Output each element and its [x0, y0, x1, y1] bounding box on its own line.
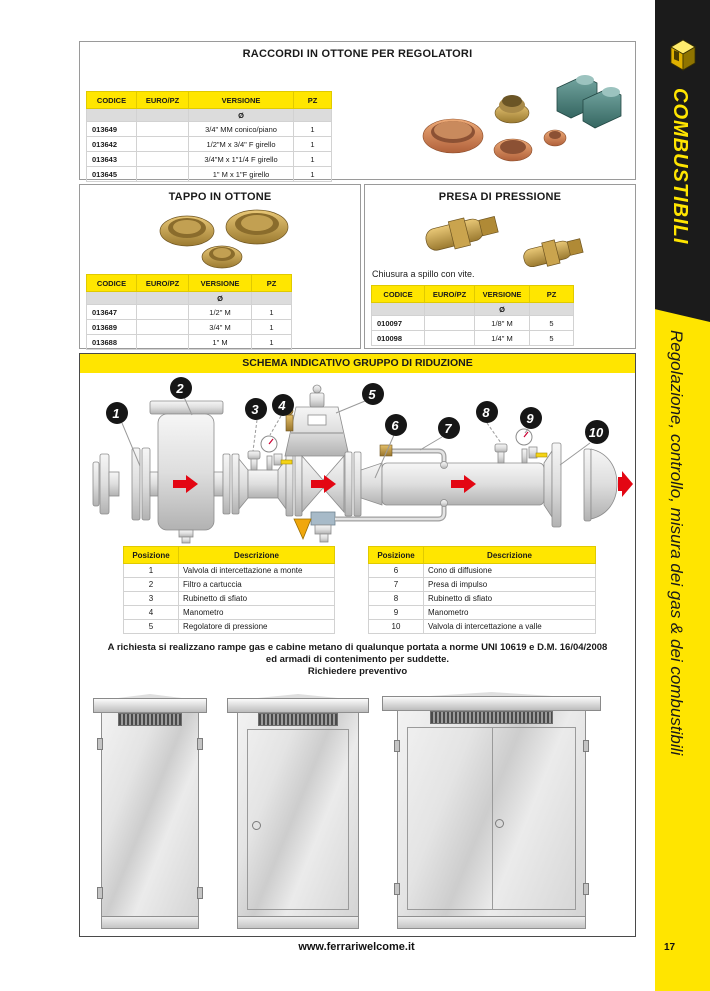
- hinge: [197, 738, 203, 750]
- posizione-header: Posizione: [124, 547, 179, 564]
- codice-cell: 013645: [87, 167, 137, 182]
- euro-cell: [137, 122, 189, 137]
- euro-cell: [137, 167, 189, 182]
- callout-3: 3: [251, 402, 259, 417]
- legend-row: 5 Regolatore di pressione: [124, 620, 335, 634]
- legend-row: 9 Manometro: [369, 606, 596, 620]
- door-seam: [492, 727, 493, 910]
- footer-website-url: www.ferrariwelcome.it: [298, 941, 415, 953]
- diameter-row: [372, 303, 574, 316]
- diameter-row: [87, 292, 292, 305]
- versione-cell: 1" M: [189, 335, 252, 350]
- pz-cell: 1: [252, 305, 292, 320]
- cabinet-roof: [382, 696, 601, 711]
- callout-5: 5: [368, 387, 376, 402]
- table-header-row: [87, 275, 292, 292]
- descrizione-header: Descrizione: [179, 547, 335, 564]
- section-title: RACCORDI IN OTTONE PER REGOLATORI: [242, 48, 473, 60]
- legend-table-left: [123, 546, 335, 634]
- section-title: TAPPO IN OTTONE: [168, 191, 272, 203]
- diameter-row: [87, 109, 332, 122]
- sidebar-tagline: Regolazione, controllo, misura dei gas & dei combustibili: [667, 330, 686, 756]
- raccordi-table: [86, 91, 332, 182]
- raccordi-product-photo: [415, 58, 625, 173]
- callout-10: 10: [588, 425, 604, 440]
- posizione-header: Posizione: [369, 547, 424, 564]
- door-lock: [252, 821, 261, 830]
- versione-header: VERSIONE: [189, 92, 294, 109]
- cabinet-base: [101, 916, 199, 929]
- pz-cell: 1: [294, 122, 332, 137]
- note-line: ed armadi di contenimento per suddette.: [265, 654, 450, 665]
- hinge: [583, 883, 589, 895]
- table-row: [87, 305, 292, 320]
- hinge: [197, 887, 203, 899]
- pz-cell: 1: [294, 152, 332, 167]
- note-line: A richiesta si realizzano rampe gas e cabine metano di qualunque portata a norme UNI 10619 e D.M. 16/04/2008: [107, 642, 608, 653]
- callout-1: 1: [112, 406, 120, 421]
- table-row: [87, 320, 292, 335]
- door-lock: [495, 819, 504, 828]
- custom-order-note: [80, 642, 635, 678]
- diameter-symbol: Ø: [189, 292, 252, 305]
- legend-row: 3 Rubinetto di sfiato: [124, 592, 335, 606]
- table-row: [372, 331, 574, 346]
- hinge: [97, 887, 103, 899]
- legend-row: 10 Valvola di intercettazione a valle: [369, 620, 596, 634]
- versione-cell: 1/8" M: [475, 316, 530, 331]
- cabinet-body: [237, 712, 359, 919]
- legend-header-row: [369, 547, 596, 564]
- euro-cell: [137, 335, 189, 350]
- section-tappo: [79, 184, 361, 349]
- containment-cabinet-single-door: [227, 694, 369, 929]
- versione-cell: 1" M x 1"F girello: [189, 167, 294, 182]
- euro-header: EURO/PZ: [425, 286, 475, 303]
- cabinet-base: [237, 916, 359, 929]
- hinge: [394, 883, 400, 895]
- section-schema: [79, 353, 636, 937]
- schema-title: SCHEMA INDICATIVO GRUPPO DI RIDUZIONE: [80, 354, 635, 373]
- section-presa: [364, 184, 636, 349]
- presa-table: [371, 285, 574, 346]
- pz-cell: 1: [294, 167, 332, 182]
- presa-product-photo: [395, 205, 610, 267]
- callout-6: 6: [391, 418, 399, 433]
- versione-cell: 3/4"M x 1"1/4 F girello: [189, 152, 294, 167]
- legend-table-right: [368, 546, 596, 634]
- euro-cell: [137, 320, 189, 335]
- euro-header: EURO/PZ: [137, 275, 189, 292]
- cabinet-body: [397, 710, 585, 919]
- codice-cell: 013688: [87, 335, 137, 350]
- table-row: [87, 122, 332, 137]
- pz-cell: 1: [252, 320, 292, 335]
- euro-cell: [425, 331, 475, 346]
- diameter-symbol: Ø: [189, 109, 294, 122]
- codice-cell: 013647: [87, 305, 137, 320]
- section-raccordi: [79, 41, 636, 180]
- pz-cell: 5: [530, 316, 574, 331]
- diameter-symbol: Ø: [475, 303, 530, 316]
- sidebar-category-label: COMBUSTIBILI: [669, 88, 691, 245]
- legend-row: 6 Cono di diffusione: [369, 564, 596, 578]
- callout-2: 2: [176, 381, 184, 396]
- table-row: [372, 316, 574, 331]
- versione-cell: 1/4" M: [475, 331, 530, 346]
- versione-header: VERSIONE: [475, 286, 530, 303]
- codice-cell: 013643: [87, 152, 137, 167]
- pz-header: PZ: [530, 286, 574, 303]
- codice-cell: 010097: [372, 316, 425, 331]
- pz-header: PZ: [252, 275, 292, 292]
- section-title: PRESA DI PRESSIONE: [438, 191, 562, 203]
- cabinet-vent-grille: [430, 711, 553, 724]
- callout-7: 7: [444, 421, 452, 436]
- table-header-row: [372, 286, 574, 303]
- codice-cell: 013649: [87, 122, 137, 137]
- containment-cabinet-double-door: [382, 692, 601, 929]
- callout-9: 9: [526, 411, 534, 426]
- versione-cell: 3/4" M: [189, 320, 252, 335]
- legend-header-row: [124, 547, 335, 564]
- hinge: [394, 740, 400, 752]
- codice-header: CODICE: [372, 286, 425, 303]
- legend-row: 8 Rubinetto di sfiato: [369, 592, 596, 606]
- legend-row: 7 Presa di impulso: [369, 578, 596, 592]
- cabinet-roof: [93, 698, 207, 713]
- page-number: 17: [664, 942, 676, 953]
- table-row: [87, 137, 332, 152]
- euro-cell: [425, 316, 475, 331]
- hinge: [583, 740, 589, 752]
- cabinet-base: [397, 916, 585, 929]
- legend-row: 4 Manometro: [124, 606, 335, 620]
- pz-cell: 1: [294, 137, 332, 152]
- cabinet-vent-grille: [118, 713, 182, 726]
- table-row: [87, 152, 332, 167]
- presa-note: Chiusura a spillo con vite.: [372, 269, 475, 279]
- codice-cell: 013689: [87, 320, 137, 335]
- versione-header: VERSIONE: [189, 275, 252, 292]
- table-header-row: [87, 92, 332, 109]
- containment-cabinet-small: [93, 694, 207, 929]
- callout-8: 8: [482, 405, 490, 420]
- pz-cell: 1: [252, 335, 292, 350]
- table-row: [87, 335, 292, 350]
- cabinet-vent-grille: [258, 713, 338, 726]
- cabinet-body: [101, 712, 199, 919]
- cabinet-roof: [227, 698, 369, 713]
- legend-row: 2 Filtro a cartuccia: [124, 578, 335, 592]
- versione-cell: 1/2" M: [189, 305, 252, 320]
- euro-cell: [137, 305, 189, 320]
- tappo-product-photo: [125, 205, 315, 271]
- euro-cell: [137, 137, 189, 152]
- table-row: [87, 167, 332, 182]
- legend-row: 1 Valvola di intercettazione a monte: [124, 564, 335, 578]
- codice-header: CODICE: [87, 275, 137, 292]
- versione-cell: 1/2"M x 3/4" F girello: [189, 137, 294, 152]
- descrizione-header: Descrizione: [424, 547, 596, 564]
- hinge: [97, 738, 103, 750]
- cabinet-door: [247, 729, 349, 910]
- callout-4: 4: [278, 398, 286, 413]
- note-line: Richiedere preventivo: [307, 666, 408, 677]
- euro-cell: [137, 152, 189, 167]
- codice-cell: 010098: [372, 331, 425, 346]
- codice-header: CODICE: [87, 92, 137, 109]
- tappo-table: [86, 274, 292, 350]
- codice-cell: 013642: [87, 137, 137, 152]
- euro-header: EURO/PZ: [137, 92, 189, 109]
- reduction-group-diagram: [80, 373, 633, 565]
- versione-cell: 3/4" MM conico/piano: [189, 122, 294, 137]
- pz-cell: 5: [530, 331, 574, 346]
- pz-header: PZ: [294, 92, 332, 109]
- fuel-cube-icon: [666, 36, 700, 74]
